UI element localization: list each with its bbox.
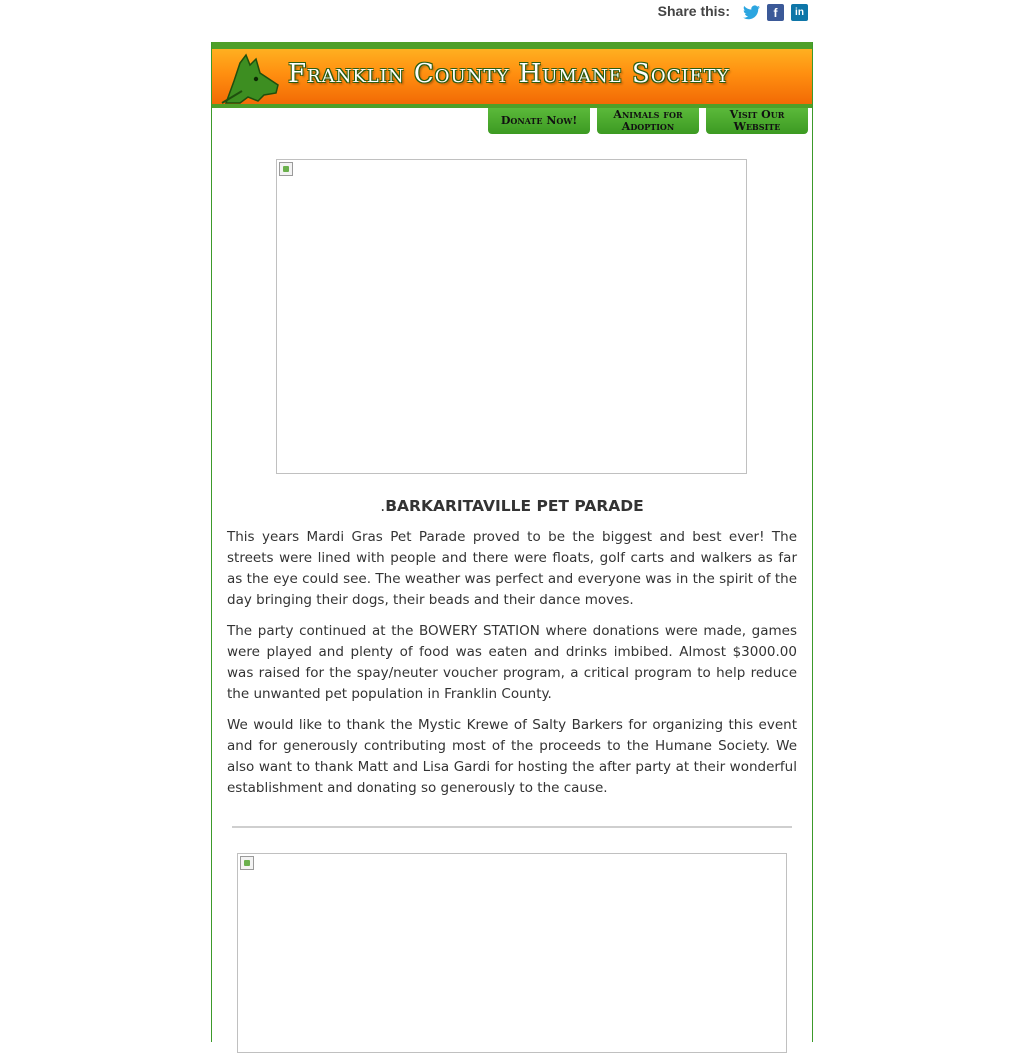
article-paragraph: We would like to thank the Mystic Krewe of Salty Barkers for organizing this event and for generously contributing most of the proceeds to the Humane Society. We also want to thank Matt and Lisa Gardi for hosting the after party at their wonderful establishment and donating so generously to the cause. [227, 717, 797, 796]
animals-for-adoption-button[interactable]: Animals for Adoption [597, 108, 699, 134]
broken-image-icon [240, 856, 254, 870]
share-bar [212, 0, 812, 36]
org-title: Franklin County Humane Society [288, 59, 730, 89]
article-title-text: BARKARITAVILLE PET PARADE [385, 497, 644, 515]
title-prefix: . [380, 497, 386, 515]
facebook-glyph: f [773, 5, 778, 20]
article-paragraph: This years Mardi Gras Pet Parade proved to be the biggest and best ever! The streets were lined with people and there were floats, golf carts and walkers as far as the eye could see. The weather was perfect and everyone was in the spirit of the day bringing their dogs, their beads and their dance moves. [227, 529, 797, 608]
article-image [276, 159, 747, 474]
section-divider [232, 826, 792, 828]
header-banner [212, 42, 812, 108]
secondary-image [237, 853, 787, 1053]
linkedin-icon[interactable] [791, 4, 808, 21]
facebook-icon[interactable] [767, 4, 784, 21]
dog-head-logo [220, 51, 282, 105]
article-title [212, 497, 812, 515]
article-paragraph: The party continued at the BOWERY STATION where donations were made, games were played and plenty of food was eaten and drinks imbibed. Almost $3000.00 was raised for the spay/neuter voucher program, a critical program to help reduce the unwanted pet population in Franklin County. [227, 623, 797, 702]
twitter-icon[interactable] [743, 4, 760, 21]
donate-now-button[interactable]: Donate Now! [488, 108, 590, 134]
broken-image-icon [279, 162, 293, 176]
linkedin-glyph: in [795, 6, 804, 18]
share-label: Share this: [657, 3, 730, 19]
newsletter-container [211, 42, 813, 1042]
visit-website-button[interactable]: Visit Our Website [706, 108, 808, 134]
